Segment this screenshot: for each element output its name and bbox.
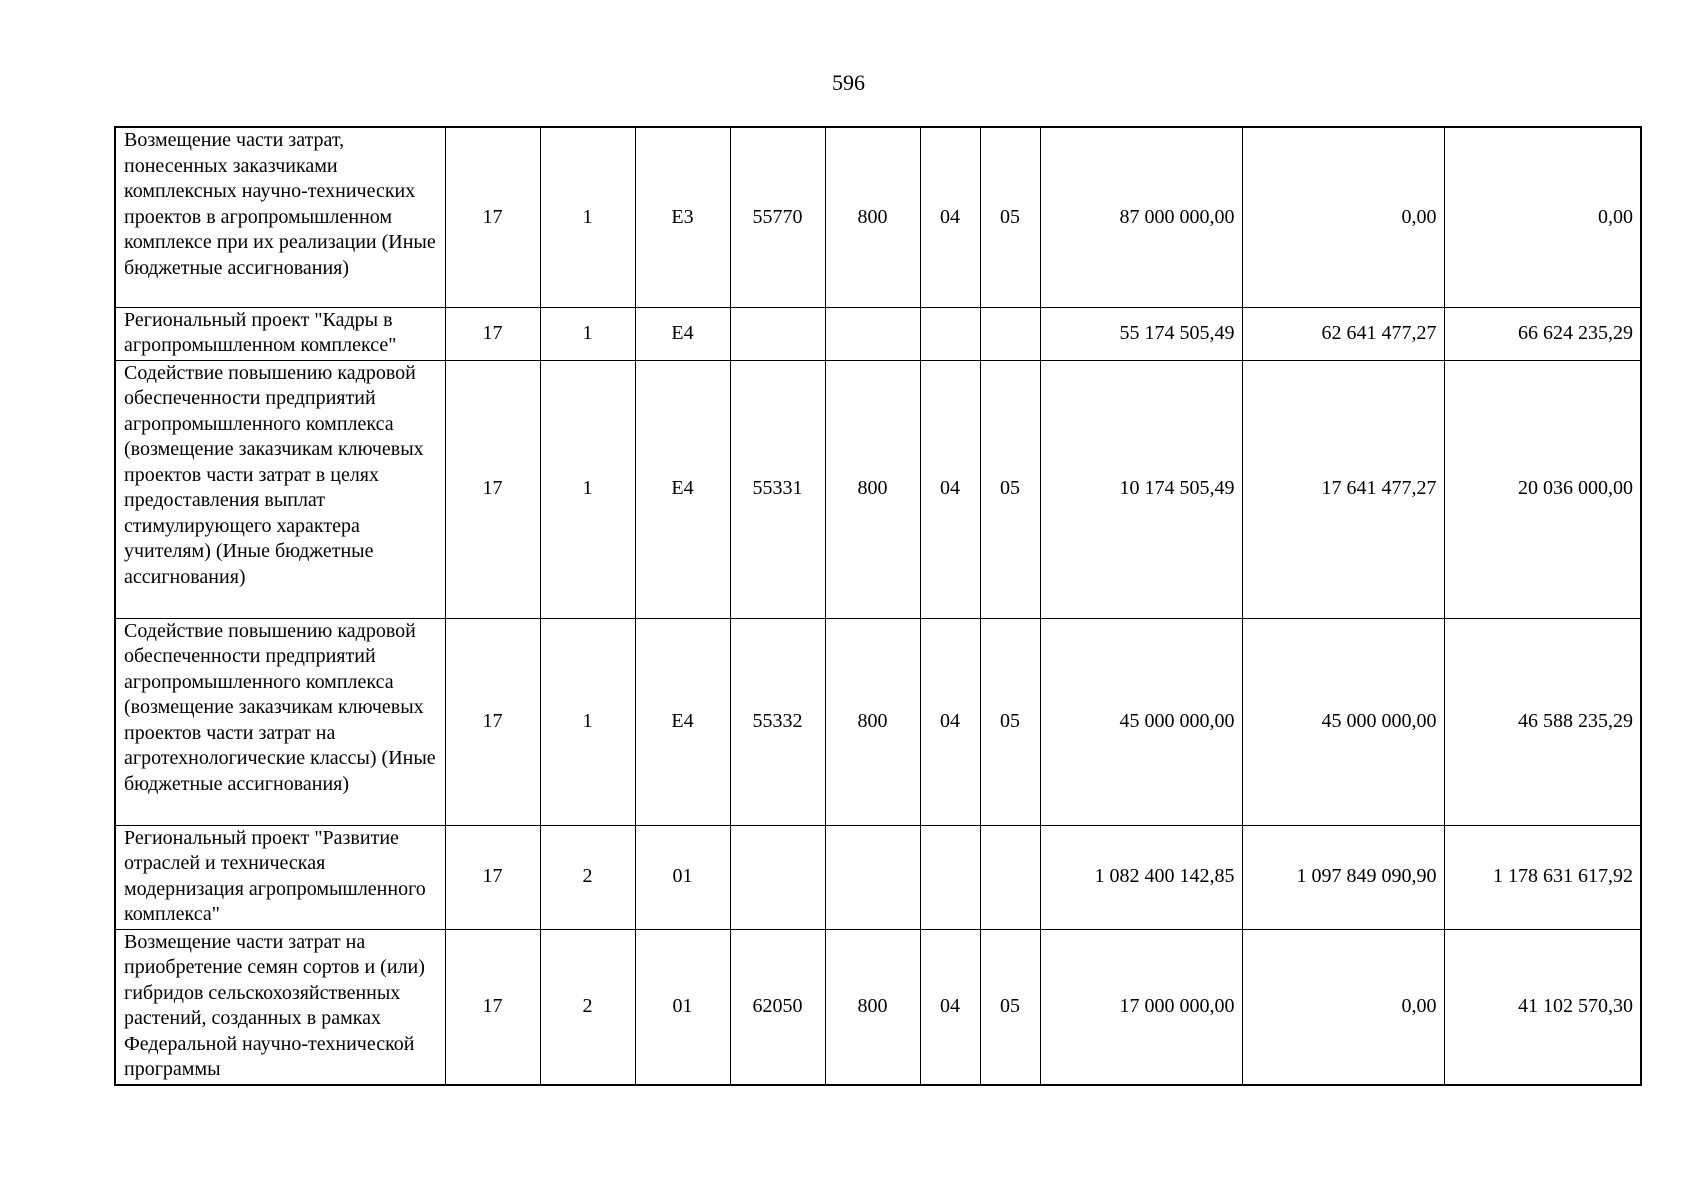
- amount-cell: 1 082 400 142,85: [1040, 825, 1242, 929]
- code-cell: 04: [920, 618, 980, 825]
- code-cell: 800: [825, 929, 920, 1085]
- row-name: Региональный проект "Развитие отраслей и техническая модернизация агропромышленного комплекса": [115, 825, 445, 929]
- code-cell: 01: [635, 929, 730, 1085]
- code-cell: 05: [980, 618, 1040, 825]
- code-cell: Е4: [635, 360, 730, 618]
- code-cell: 55770: [730, 127, 825, 307]
- code-cell: [980, 307, 1040, 360]
- code-cell: 55332: [730, 618, 825, 825]
- code-cell: 1: [540, 360, 635, 618]
- amount-cell: 45 000 000,00: [1242, 618, 1444, 825]
- code-cell: 2: [540, 929, 635, 1085]
- code-cell: 1: [540, 307, 635, 360]
- code-cell: 17: [445, 825, 540, 929]
- code-cell: [825, 825, 920, 929]
- code-cell: 800: [825, 360, 920, 618]
- code-cell: 800: [825, 127, 920, 307]
- code-cell: [920, 307, 980, 360]
- table-row: [115, 127, 1641, 307]
- amount-cell: 66 624 235,29: [1444, 307, 1641, 360]
- code-cell: 04: [920, 929, 980, 1085]
- code-cell: 62050: [730, 929, 825, 1085]
- amount-cell: 0,00: [1242, 929, 1444, 1085]
- amount-cell: 10 174 505,49: [1040, 360, 1242, 618]
- table-row: [115, 360, 1641, 618]
- code-cell: 55331: [730, 360, 825, 618]
- code-cell: 17: [445, 127, 540, 307]
- code-cell: [730, 307, 825, 360]
- code-cell: 05: [980, 127, 1040, 307]
- table-row: [115, 929, 1641, 1085]
- code-cell: 2: [540, 825, 635, 929]
- code-cell: Е4: [635, 618, 730, 825]
- amount-cell: 62 641 477,27: [1242, 307, 1444, 360]
- row-name: Содействие повышению кадровой обеспеченности предприятий агропромышленного комплекса (возмещение заказчикам ключевых проектов части затрат в целях предоставления выплат стимулирующего характера учителям) (Иные бюджетные ассигнования): [115, 360, 445, 618]
- code-cell: 05: [980, 929, 1040, 1085]
- row-name: Возмещение части затрат на приобретение семян сортов и (или) гибридов сельскохозяйственных растений, созданных в рамках Федеральной научно-технической программы: [115, 929, 445, 1085]
- amount-cell: 20 036 000,00: [1444, 360, 1641, 618]
- code-cell: 01: [635, 825, 730, 929]
- code-cell: 05: [980, 360, 1040, 618]
- table-row: [115, 307, 1641, 360]
- amount-cell: 1 178 631 617,92: [1444, 825, 1641, 929]
- code-cell: 17: [445, 360, 540, 618]
- row-name: Региональный проект "Кадры в агропромышленном комплексе": [115, 307, 445, 360]
- table-row: [115, 618, 1641, 825]
- code-cell: 17: [445, 307, 540, 360]
- amount-cell: 45 000 000,00: [1040, 618, 1242, 825]
- amount-cell: 87 000 000,00: [1040, 127, 1242, 307]
- budget-table: [114, 126, 1642, 1086]
- row-name: Содействие повышению кадровой обеспеченности предприятий агропромышленного комплекса (возмещение заказчикам ключевых проектов части затрат на агротехнологические классы) (Иные бюджетные ассигнования): [115, 618, 445, 825]
- code-cell: 1: [540, 618, 635, 825]
- code-cell: [730, 825, 825, 929]
- code-cell: 17: [445, 929, 540, 1085]
- code-cell: [825, 307, 920, 360]
- row-name: Возмещение части затрат, понесенных заказчиками комплексных научно-технических проектов в агропромышленном комплексе при их реализации (Иные бюджетные ассигнования): [115, 127, 445, 307]
- amount-cell: 1 097 849 090,90: [1242, 825, 1444, 929]
- amount-cell: 17 000 000,00: [1040, 929, 1242, 1085]
- code-cell: 04: [920, 127, 980, 307]
- code-cell: [980, 825, 1040, 929]
- code-cell: [920, 825, 980, 929]
- amount-cell: 55 174 505,49: [1040, 307, 1242, 360]
- code-cell: 1: [540, 127, 635, 307]
- amount-cell: 17 641 477,27: [1242, 360, 1444, 618]
- amount-cell: 0,00: [1242, 127, 1444, 307]
- amount-cell: 41 102 570,30: [1444, 929, 1641, 1085]
- code-cell: 800: [825, 618, 920, 825]
- page-number: 596: [832, 70, 865, 95]
- code-cell: Е3: [635, 127, 730, 307]
- code-cell: 17: [445, 618, 540, 825]
- amount-cell: 0,00: [1444, 127, 1641, 307]
- code-cell: 04: [920, 360, 980, 618]
- code-cell: Е4: [635, 307, 730, 360]
- amount-cell: 46 588 235,29: [1444, 618, 1641, 825]
- table-row: [115, 825, 1641, 929]
